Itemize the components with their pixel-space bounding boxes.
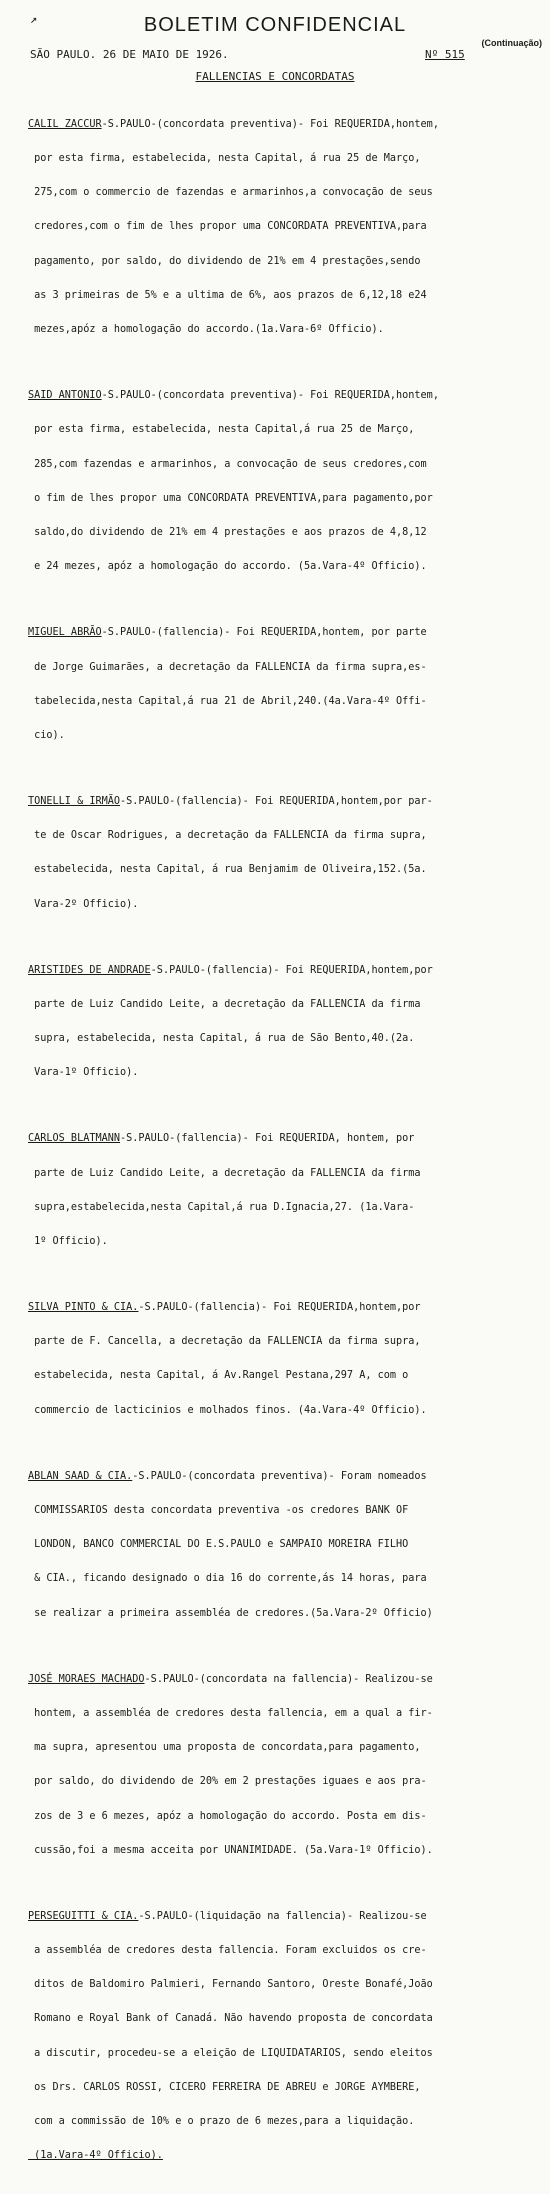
entry-text: -S.PAULO-(fallencia)- Foi REQUERIDA,hontem,por [138,1302,421,1314]
entry-aristides-de-andrade [28,942,528,1102]
entry-line: estabelecida, nesta Capital, á rua Benjamim de Oliveira,152.(5a. [28,864,427,876]
entry-line: as 3 primeiras de 5% e a ultima de 6%, aos prazos de 6,12,18 e24 [28,289,427,301]
entry-text: -S.PAULO-(fallencia)- Foi REQUERIDA, hontem, por [120,1133,415,1145]
entry-line: parte de Luiz Candido Leite, a decretação da FALLENCIA da firma [28,998,421,1010]
entry-line: cussão,foi a mesma acceita por UNANIMIDADE. (5a.Vara-1º Officio). [28,1844,433,1856]
entry-line: Vara-2º Officio). [28,898,139,910]
entry-line: pagamento, por saldo, do dividendo de 21% em 4 prestações,sendo [28,255,421,267]
entry-line: o fim de lhes propor uma CONCORDATA PREVENTIVA,para pagamento,por [28,492,433,504]
page-title: BOLETIM CONFIDENCIAL [143,14,407,36]
entry-line: 285,com fazendas e armarinhos, a convocação de seus credores,com [28,458,427,470]
entry-calil-zaccur [28,96,528,358]
entry-silva-pinto [28,1279,528,1439]
entry-name: SILVA PINTO & CIA. [28,1302,139,1314]
entry-text: -S.PAULO-(concordata na fallencia)- Realizou-se [144,1673,433,1685]
entry-line: Vara-1º Officio). [28,1067,139,1079]
corner-mark: ↗ [30,12,38,26]
entry-line: ditos de Baldomiro Palmieri, Fernando Santoro, Oreste Bonafé,João [28,1979,433,1991]
entry-line: 275,com o commercio de fazendas e armarinhos,a convocação de seus [28,187,433,199]
entry-carlos-blatmann [28,1111,528,1271]
entry-text: -S.PAULO-(concordata preventiva)- Foi REQUERIDA,hontem, [101,118,439,130]
entry-line: supra, estabelecida, nesta Capital, á rua de São Bento,40.(2a. [28,1033,415,1045]
entries-list [28,96,528,2194]
entry-line: e 24 mezes, apóz a homologação do accordo. (5a.Vara-4º Officio). [28,561,427,573]
entry-said-antonio [28,367,528,595]
entry-line: por saldo, do dividendo de 20% em 2 prestações iguaes e aos pra- [28,1776,427,1788]
entry-line: estabelecida, nesta Capital, á Av.Rangel Pestana,297 A, com o [28,1370,409,1382]
entry-line: por esta firma, estabelecida, nesta Capital,á rua 25 de Março, [28,424,415,436]
entry-line: de Jorge Guimarães, a decretação da FALLENCIA da firma supra,es- [28,661,427,673]
entry-line: hontem, a assembléa de credores desta fallencia, em a qual a fir- [28,1707,433,1719]
entry-line: COMMISSARIOS desta concordata preventiva -os credores BANK OF [28,1504,409,1516]
entry-line: tabelecida,nesta Capital,á rua 21 de Abril,240.(4a.Vara-4º Offi- [28,695,427,707]
entry-text: -S.PAULO-(fallencia)- Foi REQUERIDA,hontem,por [150,964,433,976]
entry-line: Romano e Royal Bank of Canadá. Não havendo proposta de concordata [28,2013,433,2025]
entry-line: credores,com o fim de lhes propor uma CONCORDATA PREVENTIVA,para [28,221,427,233]
entry-name: TONELLI & IRMÃO [28,795,121,807]
entry-line: a assembléa de credores desta fallencia. Foram excluidos os cre- [28,1944,427,1956]
entry-line: (1a.Vara-4º Officio). [28,2150,163,2162]
entry-name: ABLAN SAAD & CIA. [28,1470,133,1482]
entry-text: -S.PAULO-(concordata preventiva)- Foram nomeados [132,1470,427,1482]
entry-text: -S.PAULO-(fallencia)- Foi REQUERIDA,hontem, por parte [101,627,427,639]
entry-text: -S.PAULO-(fallencia)- Foi REQUERIDA,hontem,por par- [120,795,433,807]
entry-text: -S.PAULO-(liquidação na fallencia)- Realizou-se [138,1910,427,1922]
entry-line: ma supra, apresentou uma proposta de concordata,para pagamento, [28,1742,421,1754]
entry-ablan-saad [28,1448,528,1642]
entry-line: & CIA., ficando designado o dia 16 do corrente,ás 14 horas, para [28,1573,427,1585]
entry-line: mezes,apóz a homologação do accordo.(1a.Vara-6º Officio). [28,324,384,336]
entry-name: PERSEGUITTI & CIA. [28,1910,139,1922]
entry-line: parte de Luiz Candido Leite, a decretação da FALLENCIA da firma [28,1167,421,1179]
entry-jose-moraes-machado [28,1651,528,1879]
entry-name: CALIL ZACCUR [28,118,102,130]
entry-perseguitti [28,1888,528,2185]
entry-tonelli-irmao [28,773,528,933]
entry-name: SAID ANTONIO [28,390,102,402]
entry-name: MIGUEL ABRÃO [28,627,102,639]
entry-miguel-abrao [28,604,528,764]
entry-line: 1º Officio). [28,1236,108,1247]
section-title: FALLENCIAS E CONCORDATAS [195,70,355,83]
bulletin-number: Nº 515 [425,48,465,61]
entry-line: se realizar a primeira assembléa de credores.(5a.Vara-2º Officio) [28,1607,433,1619]
entry-line: saldo,do dividendo de 21% em 4 prestações e aos prazos de 4,8,12 [28,527,427,539]
entry-line: commercio de lacticinios e molhados finos. (4a.Vara-4º Officio). [28,1404,427,1416]
continuation-label: (Continuação) [481,38,542,48]
entry-line: cio). [28,729,65,741]
entry-line: com a commissão de 10% e o prazo de 6 mezes,para a liquidação. [28,2116,415,2128]
entry-line: LONDON, BANCO COMMERCIAL DO E.S.PAULO e SAMPAIO MOREIRA FILHO [28,1539,409,1551]
entry-line: parte de F. Cancella, a decretação da FALLENCIA da firma supra, [28,1336,421,1348]
entry-line: te de Oscar Rodrigues, a decretação da FALLENCIA da firma supra, [28,830,427,842]
entry-line: a discutir, procedeu-se a eleição de LIQUIDATARIOS, sendo eleitos [28,2047,433,2059]
entry-name: JOSÉ MORAES MACHADO [28,1673,145,1685]
entry-name: ARISTIDES DE ANDRADE [28,964,151,976]
entry-line: supra,estabelecida,nesta Capital,á rua D.Ignacia,27. (1a.Vara- [28,1201,415,1213]
entry-line: zos de 3 e 6 mezes, apóz a homologação do accordo. Posta em dis- [28,1810,427,1822]
entry-line: por esta firma, estabelecida, nesta Capital, á rua 25 de Março, [28,153,421,165]
entry-text: -S.PAULO-(concordata preventiva)- Foi REQUERIDA,hontem, [101,390,439,402]
dateline: SÃO PAULO. 26 DE MAIO DE 1926. [30,48,229,61]
entry-name: CARLOS BLATMANN [28,1133,121,1145]
entry-line: os Drs. CARLOS ROSSI, CICERO FERREIRA DE ABREU e JORGE AYMBERE, [28,2081,421,2093]
